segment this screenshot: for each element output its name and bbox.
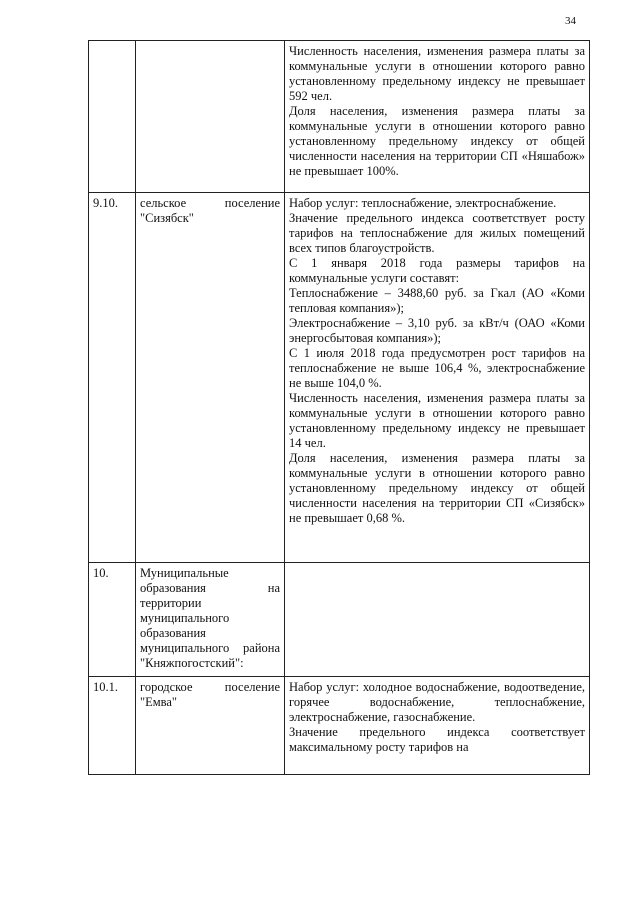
description-paragraph: Электроснабжение – 3,10 руб. за кВт/ч (ОАО «Коми энергосбытовая компания»); [289, 316, 585, 345]
municipality-name: сельское поселение "Сизябск" [136, 193, 285, 563]
description-paragraph: Доля населения, изменения размера платы за коммунальные услуги в отношении которого равно установленному предельному индексу от общей численности населения на территории СП «Няшабож» не превышает 100%. [289, 104, 585, 178]
table-row [89, 563, 590, 677]
description-paragraph: Доля населения, изменения размера платы за коммунальные услуги в отношении которого равно установленному предельному индексу от общей численности населения на территории СП «Сизябск» не превышает 0,68 %. [289, 451, 585, 525]
description-cell [285, 563, 590, 677]
description-paragraph: Набор услуг: холодное водоснабжение, водоотведение, горячее водоснабжение, теплоснабжение, электроснабжение, газоснабжение. [289, 680, 585, 724]
description-cell [285, 41, 590, 193]
description-cell [285, 677, 590, 775]
table-row [89, 41, 590, 193]
description-paragraph: Теплоснабжение – 3488,60 руб. за Гкал (АО «Коми тепловая компания»); [289, 286, 585, 315]
municipality-name [136, 41, 285, 193]
description-paragraph: С 1 июля 2018 года предусмотрен рост тарифов на теплоснабжение не выше 106,4 %, электроснабжение не выше 104,0 %. [289, 346, 585, 390]
tariff-table [88, 40, 590, 775]
description-paragraph: Значение предельного индекса соответствует максимальному росту тарифов на [289, 725, 585, 754]
description-paragraph: С 1 января 2018 года размеры тарифов на коммунальные услуги составят: [289, 256, 585, 285]
description-paragraph: Значение предельного индекса соответствует росту тарифов на теплоснабжение для жилых помещений всех типов благоустройств. [289, 211, 585, 255]
description-cell [285, 193, 590, 563]
description-paragraph: Численность населения, изменения размера платы за коммунальные услуги в отношении которого равно установленному предельному индексу не превышает 592 чел. [289, 44, 585, 103]
table-row [89, 677, 590, 775]
row-number: 10.1. [89, 677, 136, 775]
row-number: 10. [89, 563, 136, 677]
municipality-name: Муниципальные образования на территории муниципального образования муниципального района "Княжпогостский": [136, 563, 285, 677]
description-paragraph: Численность населения, изменения размера платы за коммунальные услуги в отношении которого равно установленному предельному индексу не превышает 14 чел. [289, 391, 585, 450]
description-paragraph: Набор услуг: теплоснабжение, электроснабжение. [289, 196, 557, 210]
page-number: 34 [565, 15, 576, 27]
row-number [89, 41, 136, 193]
table-row [89, 193, 590, 563]
municipality-name: городское поселение "Емва" [136, 677, 285, 775]
row-number: 9.10. [89, 193, 136, 563]
